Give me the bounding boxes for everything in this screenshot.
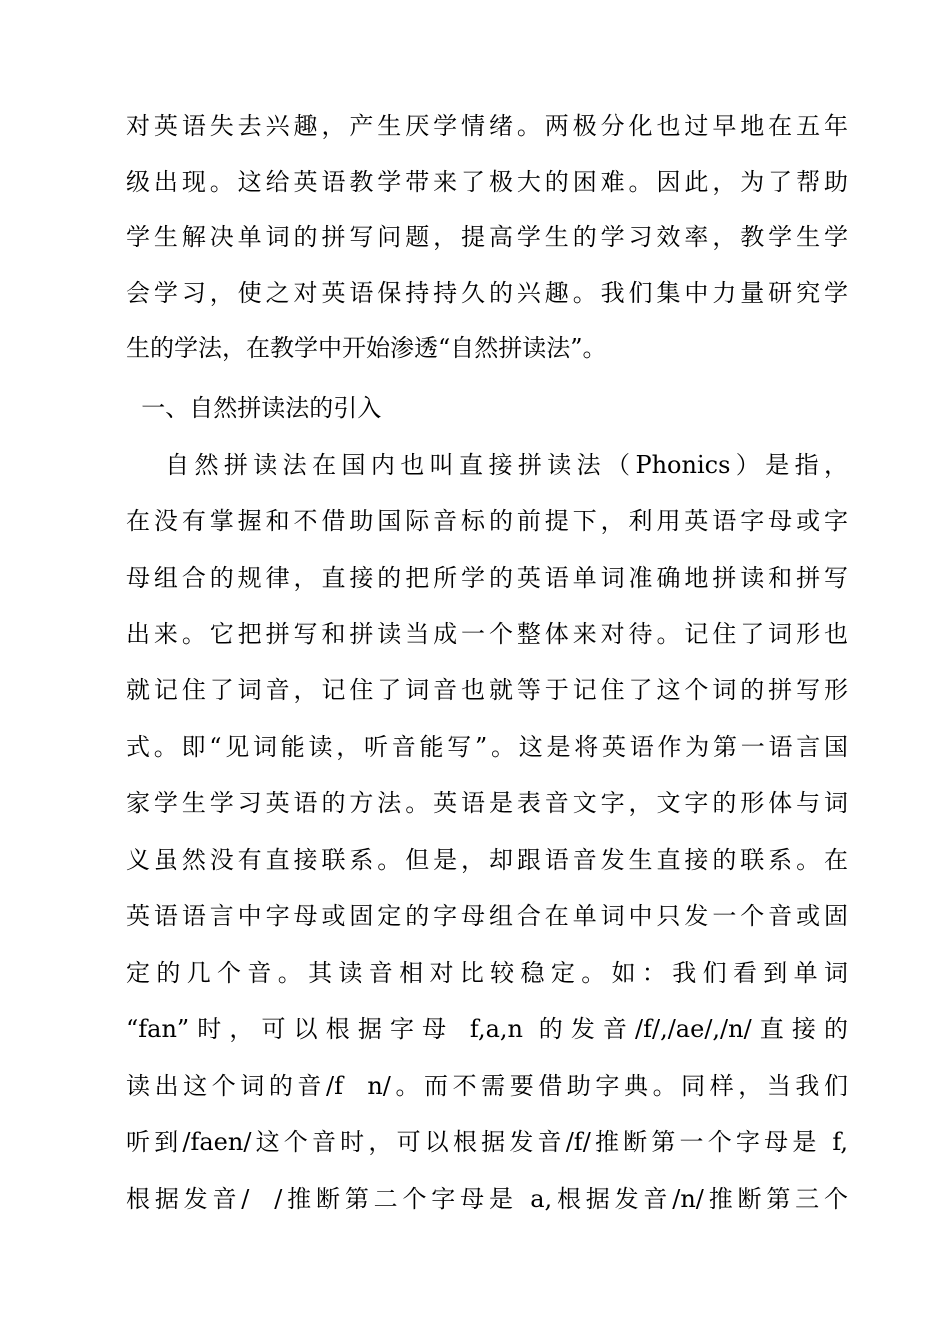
paragraph-line: “fan”时，可以根据字母 f,a,n 的发音/f/,/ae/,/n/直接的 bbox=[126, 1015, 848, 1043]
paragraph-line: 生的学法，在教学中开始渗透“自然拼读法”。 bbox=[126, 334, 607, 362]
paragraph-line: 读出这个词的音/f n/。而不需要借助字典。同样，当我们 bbox=[126, 1072, 848, 1100]
paragraph-line: 对英语失去兴趣，产生厌学情绪。两极分化也过早地在五年 bbox=[126, 112, 848, 140]
paragraph-line: 听到/faen/这个音时，可以根据发音/f/推断第一个字母是 f, bbox=[126, 1128, 848, 1156]
paragraph-line: 自然拼读法在国内也叫直接拼读法（Phonics）是指， bbox=[126, 451, 848, 479]
paragraph-line: 定的几个音。其读音相对比较稳定。如：我们看到单词 bbox=[126, 959, 848, 987]
paragraph-line: 母组合的规律，直接的把所学的英语单词准确地拼读和拼写 bbox=[126, 564, 848, 592]
paragraph-line: 就记住了词音，记住了词音也就等于记住了这个词的拼写形 bbox=[126, 676, 848, 704]
paragraph-line: 式。即“见词能读，听音能写”。这是将英语作为第一语言国 bbox=[126, 733, 848, 761]
paragraph-line: 在没有掌握和不借助国际音标的前提下，利用英语字母或字 bbox=[126, 507, 848, 535]
paragraph-line: 家学生学习英语的方法。英语是表音文字，文字的形体与词 bbox=[126, 789, 848, 817]
paragraph-line: 会学习，使之对英语保持持久的兴趣。我们集中力量研究学 bbox=[126, 279, 848, 307]
section-heading: 一、自然拼读法的引入 bbox=[126, 394, 382, 422]
paragraph-line: 出来。它把拼写和拼读当成一个整体来对待。记住了词形也 bbox=[126, 620, 848, 648]
paragraph-line: 级出现。这给英语教学带来了极大的困难。因此，为了帮助 bbox=[126, 168, 848, 196]
paragraph-line: 英语语言中字母或固定的字母组合在单词中只发一个音或固 bbox=[126, 902, 848, 930]
paragraph-line: 义虽然没有直接联系。但是，却跟语音发生直接的联系。在 bbox=[126, 846, 848, 874]
paragraph-line: 学生解决单词的拼写问题，提高学生的学习效率，教学生学 bbox=[126, 223, 848, 251]
paragraph-line: 根据发音/ /推断第二个字母是 a,根据发音/n/推断第三个 bbox=[126, 1185, 848, 1213]
